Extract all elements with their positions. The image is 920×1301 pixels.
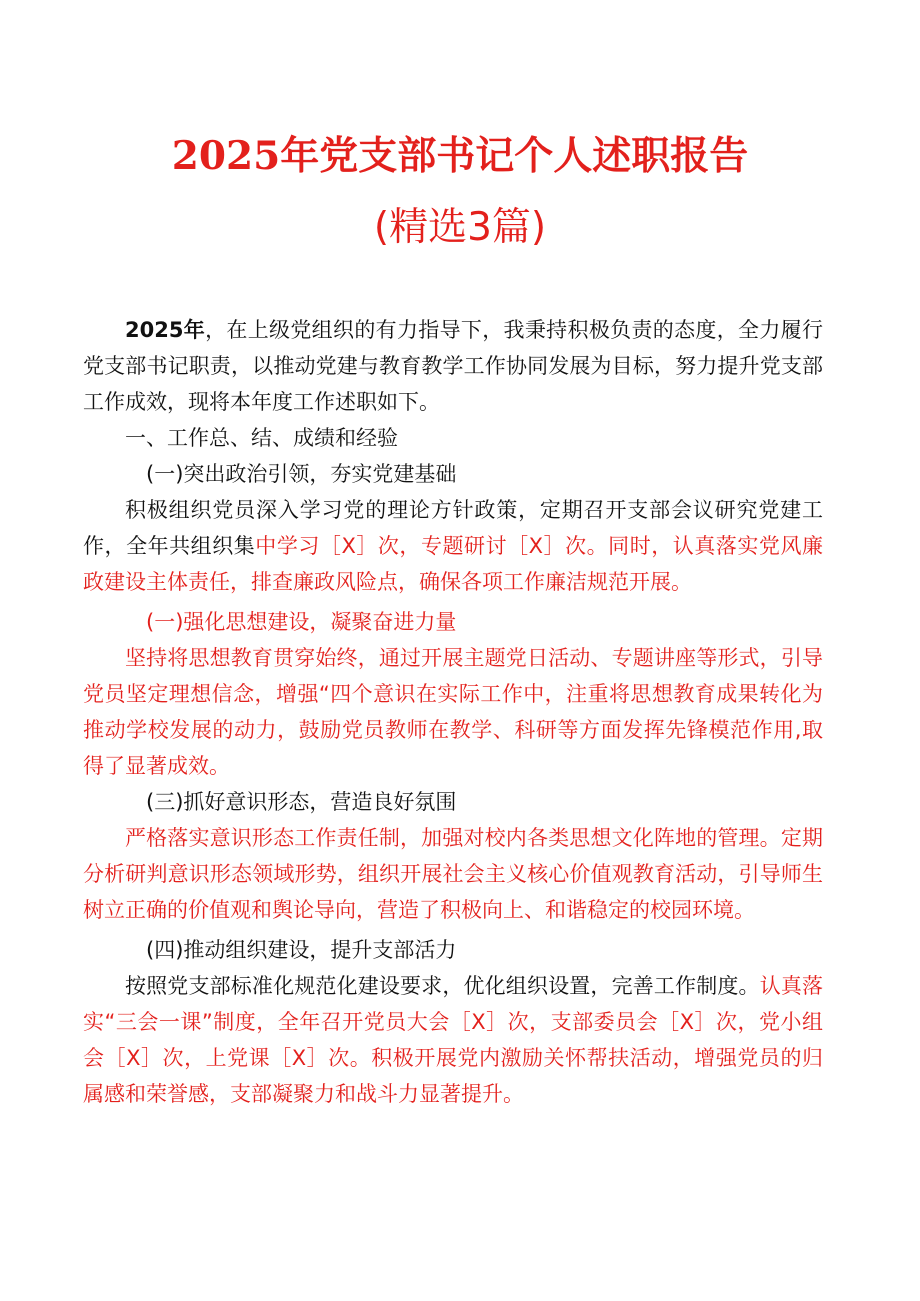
subsection-paragraph-1 bbox=[83, 492, 823, 600]
document-subtitle: (精选3篇) bbox=[373, 205, 547, 250]
document-title: 2025年党支部书记个人述职报告 bbox=[171, 133, 749, 179]
subsection-heading-2: (一)强化思想建设，凝聚奋进力量 bbox=[146, 610, 457, 634]
subsection-1-text-black: 积极组织党员深入学习党的理论方针政策，定期召开支部会议研究党建工作，全年共组织集 bbox=[83, 498, 823, 558]
subsection-1-text-red: 中学习［X］次，专题研讨［X］次。同时，认真落实党风廉政建设主体责任，排查廉政风险点，确保各项工作廉洁规范开展。 bbox=[83, 534, 823, 594]
document-body bbox=[83, 312, 823, 1112]
subsection-heading-3: (三)抓好意识形态，营造良好氛围 bbox=[146, 790, 457, 814]
subsection-paragraph-2: 坚持将思想教育贯穿始终，通过开展主题党日活动、专题讲座等形式，引导党员坚定理想信念，增强“四个意识在实际工作中，注重将思想教育成果转化为推动学校发展的动力，鼓励党员教师在教学、科研等方面发挥先锋模范作用,取得了显著成效。 bbox=[83, 646, 823, 778]
subsection-paragraph-4 bbox=[83, 968, 823, 1112]
subsection-paragraph-3: 严格落实意识形态工作责任制，加强对校内各类思想文化阵地的管理。定期分析研判意识形态领域形势，组织开展社会主义核心价值观教育活动，引导师生树立正确的价值观和舆论导向，营造了积极向上、和谐稳定的校园环境。 bbox=[83, 826, 823, 922]
intro-year: 2025年 bbox=[125, 318, 206, 342]
subsection-4-text-red: 认真落实“三会一课”制度，全年召开党员大会［X］次，支部委员会［X］次，党小组会［X］次，上党课［X］次。积极开展党内激励关怀帮扶活动，增强党员的归属感和荣誉感，支部凝聚力和战斗力显著提升。 bbox=[83, 974, 823, 1106]
intro-text: ，在上级党组织的有力指导下，我秉持积极负责的态度，全力履行党支部书记职责，以推动党建与教育教学工作协同发展为目标，努力提升党支部工作成效，现将本年度工作述职如下。 bbox=[83, 318, 824, 414]
intro-paragraph bbox=[83, 312, 823, 420]
section-heading-1: 一、工作总、结、成绩和经验 bbox=[125, 426, 398, 450]
subsection-heading-4: (四)推动组织建设，提升支部活力 bbox=[146, 938, 457, 962]
subsection-4-text-black: 按照党支部标准化规范化建设要求，优化组织设置，完善工作制度。 bbox=[125, 974, 760, 998]
subsection-heading-1: (一)突出政治引领，夯实党建基础 bbox=[146, 462, 457, 486]
